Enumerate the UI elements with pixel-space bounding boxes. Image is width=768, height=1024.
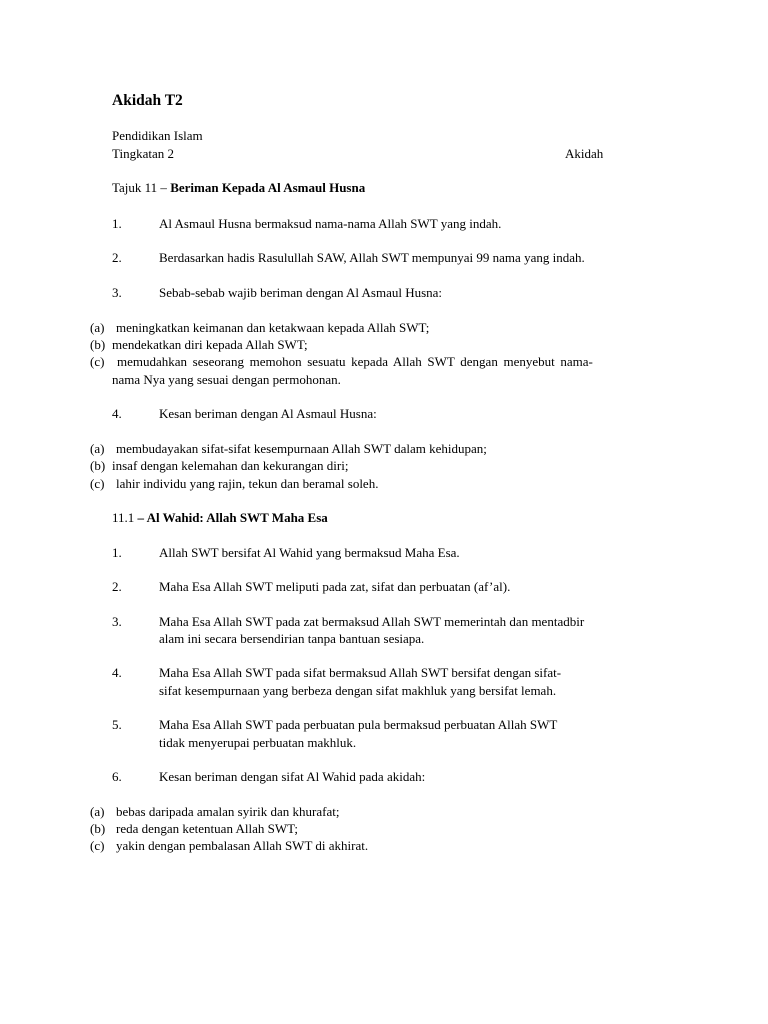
point-text: Berdasarkan hadis Rasulullah SAW, Allah SWT mempunyai 99 nama yang indah. <box>159 250 585 265</box>
point-number: 2. <box>112 250 122 265</box>
level-label: Tingkatan 2 <box>112 146 174 161</box>
topic-label: Akidah <box>565 146 604 161</box>
list-item-text: membudayakan sifat-sifat kesempurnaan Allah SWT dalam kehidupan; <box>116 441 487 456</box>
list-label: (a) <box>90 441 105 456</box>
list-label: (c) <box>90 354 105 369</box>
list-label: (c) <box>90 476 105 491</box>
list-item-text: insaf dengan kelemahan dan kekurangan diri; <box>112 458 349 473</box>
list-label: (c) <box>90 838 105 853</box>
list-item-text: yakin dengan pembalasan Allah SWT di akhirat. <box>116 838 369 853</box>
point-text: Allah SWT bersifat Al Wahid yang bermaksud Maha Esa. <box>159 545 460 560</box>
point-number: 1. <box>112 216 122 231</box>
point-number: 4. <box>112 665 122 680</box>
section-heading-2-title: – Al Wahid: Allah SWT Maha Esa <box>137 510 328 525</box>
point-number: 3. <box>112 614 122 629</box>
point-text-continued: alam ini secara bersendirian tanpa bantuan sesiapa. <box>159 631 425 646</box>
list-label: (a) <box>90 320 105 335</box>
list-item-text: mendekatkan diri kepada Allah SWT; <box>112 337 308 352</box>
point-number: 2. <box>112 579 122 594</box>
point-number: 1. <box>112 545 122 560</box>
list-item-text: reda dengan ketentuan Allah SWT; <box>116 821 298 836</box>
point-text: Kesan beriman dengan sifat Al Wahid pada akidah: <box>159 769 426 784</box>
point-number: 3. <box>112 285 122 300</box>
section-heading-1-title: Beriman Kepada Al Asmaul Husna <box>170 180 366 195</box>
list-item-text-continued: nama Nya yang sesuai dengan permohonan. <box>112 372 341 387</box>
point-text: Maha Esa Allah SWT pada perbuatan pula bermaksud perbuatan Allah SWT <box>159 717 558 732</box>
list-item-text: bebas daripada amalan syirik dan khurafat; <box>116 804 340 819</box>
list-item-text: memudahkan seseorang memohon sesuatu kepada Allah SWT dengan menyebut nama- <box>117 354 593 369</box>
point-text: Maha Esa Allah SWT pada zat bermaksud Allah SWT memerintah dan mentadbir <box>159 614 585 629</box>
list-item-text: meningkatkan keimanan dan ketakwaan kepada Allah SWT; <box>116 320 430 335</box>
point-text: Maha Esa Allah SWT meliputi pada zat, sifat dan perbuatan (af’al). <box>159 579 511 594</box>
point-text: Al Asmaul Husna bermaksud nama-nama Allah SWT yang indah. <box>159 216 502 231</box>
section-heading-2 <box>112 510 328 526</box>
list-label: (b) <box>90 821 106 836</box>
document-title: Akidah T2 <box>112 92 183 109</box>
point-text: Maha Esa Allah SWT pada sifat bermaksud Allah SWT bersifat dengan sifat- <box>159 665 562 680</box>
point-text-continued: sifat kesempurnaan yang berbeza dengan sifat makhluk yang bersifat lemah. <box>159 683 557 698</box>
point-text: Sebab-sebab wajib beriman dengan Al Asmaul Husna: <box>159 285 443 300</box>
section-heading-1-prefix: Tajuk 11 – <box>112 180 171 195</box>
section-heading-2-prefix: 11.1 <box>112 510 138 525</box>
point-text: Kesan beriman dengan Al Asmaul Husna: <box>159 406 377 421</box>
point-number: 5. <box>112 717 122 732</box>
point-number: 4. <box>112 406 122 421</box>
subject-label: Pendidikan Islam <box>112 128 203 143</box>
section-heading-1 <box>112 180 365 196</box>
list-label: (a) <box>90 804 105 819</box>
list-label: (b) <box>90 337 106 352</box>
point-text-continued: tidak menyerupai perbuatan makhluk. <box>159 735 357 750</box>
list-label: (b) <box>90 458 106 473</box>
list-item-text: lahir individu yang rajin, tekun dan beramal soleh. <box>116 476 379 491</box>
point-number: 6. <box>112 769 122 784</box>
